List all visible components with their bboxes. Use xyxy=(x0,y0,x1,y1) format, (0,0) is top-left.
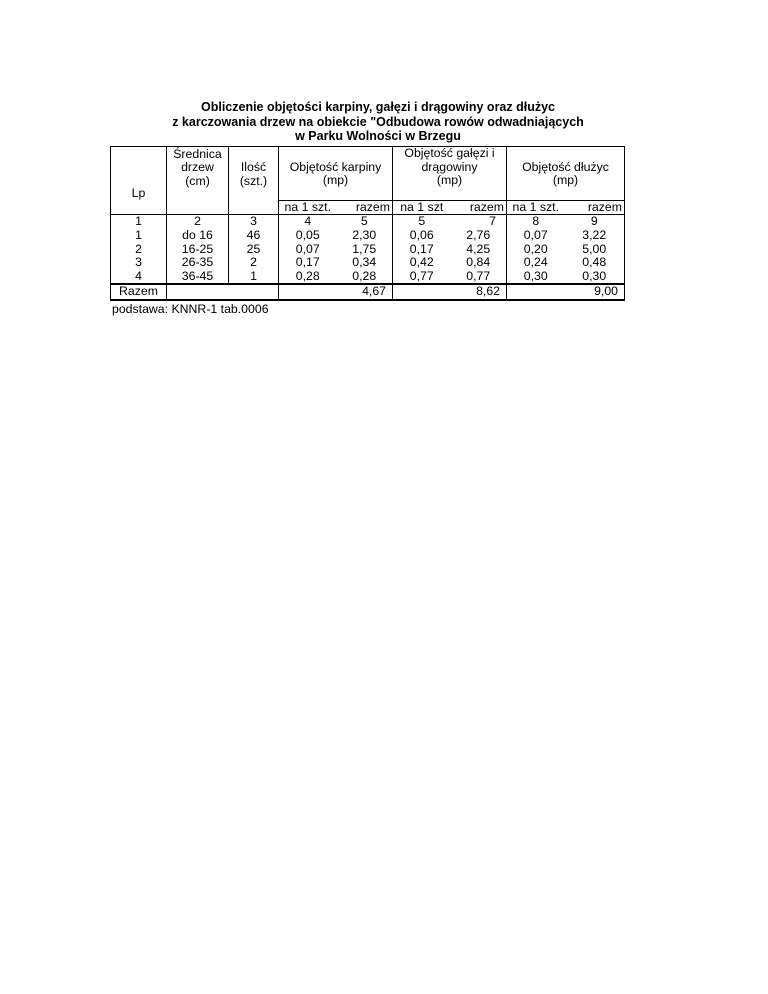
total-row xyxy=(111,284,625,300)
cell-galezi-total: 0,84 xyxy=(451,256,507,270)
header-dluzyc xyxy=(507,147,625,201)
cell-lp: 1 xyxy=(111,229,167,243)
header-lp xyxy=(111,147,167,201)
cell-galezi-per-unit: 0,42 xyxy=(409,255,434,270)
total-label: Razem xyxy=(111,284,167,300)
cell-galezi-total: 2,76 xyxy=(451,229,507,243)
total-dluzyc: 9,00 xyxy=(565,284,625,300)
cell-dluzyc-per-unit: 0,20 xyxy=(523,241,548,256)
cell-karpiny-per-unit: 0,17 xyxy=(295,255,320,270)
sub-galezi-per-unit: na 1 szt xyxy=(393,200,451,215)
footnote: podstawa: KNNR-1 tab.0006 xyxy=(112,302,269,316)
cell-galezi-total: 0,77 xyxy=(451,270,507,285)
cell-ilosc: 25 xyxy=(229,243,279,257)
col-num: 4 xyxy=(279,215,337,229)
cell-karpiny-per-unit: 0,07 xyxy=(295,241,320,256)
cell-srednica: 16-25 xyxy=(167,243,229,257)
cell-dluzyc-total: 0,30 xyxy=(565,270,625,285)
table-row xyxy=(111,270,625,285)
header-row xyxy=(111,147,625,201)
header-galezi-line-2: drągowiny xyxy=(421,159,478,174)
cell-lp: 3 xyxy=(111,256,167,270)
sub-karpiny-total: razem xyxy=(337,200,393,215)
total-karpiny: 4,67 xyxy=(337,284,393,300)
col-num: 3 xyxy=(229,215,279,229)
header-galezi-line-1: Objętość gałęzi i xyxy=(404,146,495,160)
cell-karpiny-per-unit: 0,28 xyxy=(295,268,320,283)
sub-dluzyc-per-unit: na 1 szt. xyxy=(507,200,565,215)
title-line-2: z karczowania drzew na obiekcie "Odbudowa rowów odwadniających xyxy=(172,114,584,129)
header-karpiny-line-1: Objętość karpiny xyxy=(289,159,382,174)
cell-dluzyc-per-unit: 0,07 xyxy=(523,227,548,242)
cell-dluzyc-total: 0,48 xyxy=(565,256,625,270)
cell-dluzyc-per-unit: 0,30 xyxy=(523,268,548,283)
cell-srednica: 26-35 xyxy=(167,256,229,270)
sub-dluzyc-total: razem xyxy=(565,200,625,215)
cell-karpiny-total: 2,30 xyxy=(337,229,393,243)
volume-table xyxy=(110,146,625,301)
col-num: 1 xyxy=(111,215,167,229)
cell-srednica: do 16 xyxy=(167,229,229,243)
cell-galezi-per-unit: 0,77 xyxy=(409,268,434,283)
header-lp-label: Lp xyxy=(131,185,146,200)
cell-dluzyc-per-unit: 0,24 xyxy=(523,255,548,270)
header-karpiny xyxy=(279,147,393,201)
title-line-1: Obliczenie objętości karpiny, gałęzi i drągowiny oraz dłużyc xyxy=(200,100,556,114)
header-ilosc xyxy=(229,147,279,201)
title-line-3: w Parku Wolności w Brzegu xyxy=(295,129,461,143)
col-num: 2 xyxy=(167,215,229,229)
cell-dluzyc-total: 3,22 xyxy=(565,229,625,243)
cell-dluzyc-total: 5,00 xyxy=(565,243,625,257)
sub-karpiny-per-unit: na 1 szt. xyxy=(279,200,337,215)
cell-karpiny-total: 1,75 xyxy=(337,243,393,257)
cell-lp: 2 xyxy=(111,243,167,257)
document-title xyxy=(108,100,648,144)
table-row xyxy=(111,256,625,270)
cell-karpiny-per-unit: 0,05 xyxy=(295,227,320,242)
col-num: 9 xyxy=(565,215,625,229)
cell-ilosc: 46 xyxy=(229,229,279,243)
column-number-row xyxy=(111,215,625,229)
cell-galezi-per-unit: 0,17 xyxy=(409,241,434,256)
col-num: 5 xyxy=(337,215,393,229)
col-num: 7 xyxy=(451,215,507,229)
total-galezi: 8,62 xyxy=(451,284,507,300)
cell-ilosc: 2 xyxy=(229,256,279,270)
col-num: 8 xyxy=(507,215,565,229)
header-ilosc-line-2: (szt.) xyxy=(239,173,268,188)
cell-karpiny-total: 0,28 xyxy=(337,270,393,285)
header-ilosc-line-1: Ilość xyxy=(240,160,267,175)
header-galezi-line-3: (mp) xyxy=(436,173,463,188)
subheader-row xyxy=(111,200,625,215)
table-row xyxy=(111,229,625,243)
table-row xyxy=(111,243,625,257)
header-karpiny-line-2: (mp) xyxy=(322,173,349,188)
header-dluzyc-line-2: (mp) xyxy=(552,173,579,188)
header-srednica xyxy=(167,147,229,201)
cell-ilosc: 1 xyxy=(229,270,279,285)
col-num: 5 xyxy=(393,215,451,229)
header-srednica-line-3: (cm) xyxy=(185,173,210,188)
sub-galezi-total: razem xyxy=(451,200,507,215)
cell-galezi-per-unit: 0,06 xyxy=(409,227,434,242)
cell-galezi-total: 4,25 xyxy=(451,243,507,257)
cell-srednica: 36-45 xyxy=(167,270,229,285)
header-galezi xyxy=(393,147,507,201)
cell-karpiny-total: 0,34 xyxy=(337,256,393,270)
header-srednica-line-1: Średnica xyxy=(173,146,222,161)
cell-lp: 4 xyxy=(111,270,167,285)
header-srednica-line-2: drzew xyxy=(181,160,214,175)
header-dluzyc-line-1: Objętość dłużyc xyxy=(522,159,609,174)
